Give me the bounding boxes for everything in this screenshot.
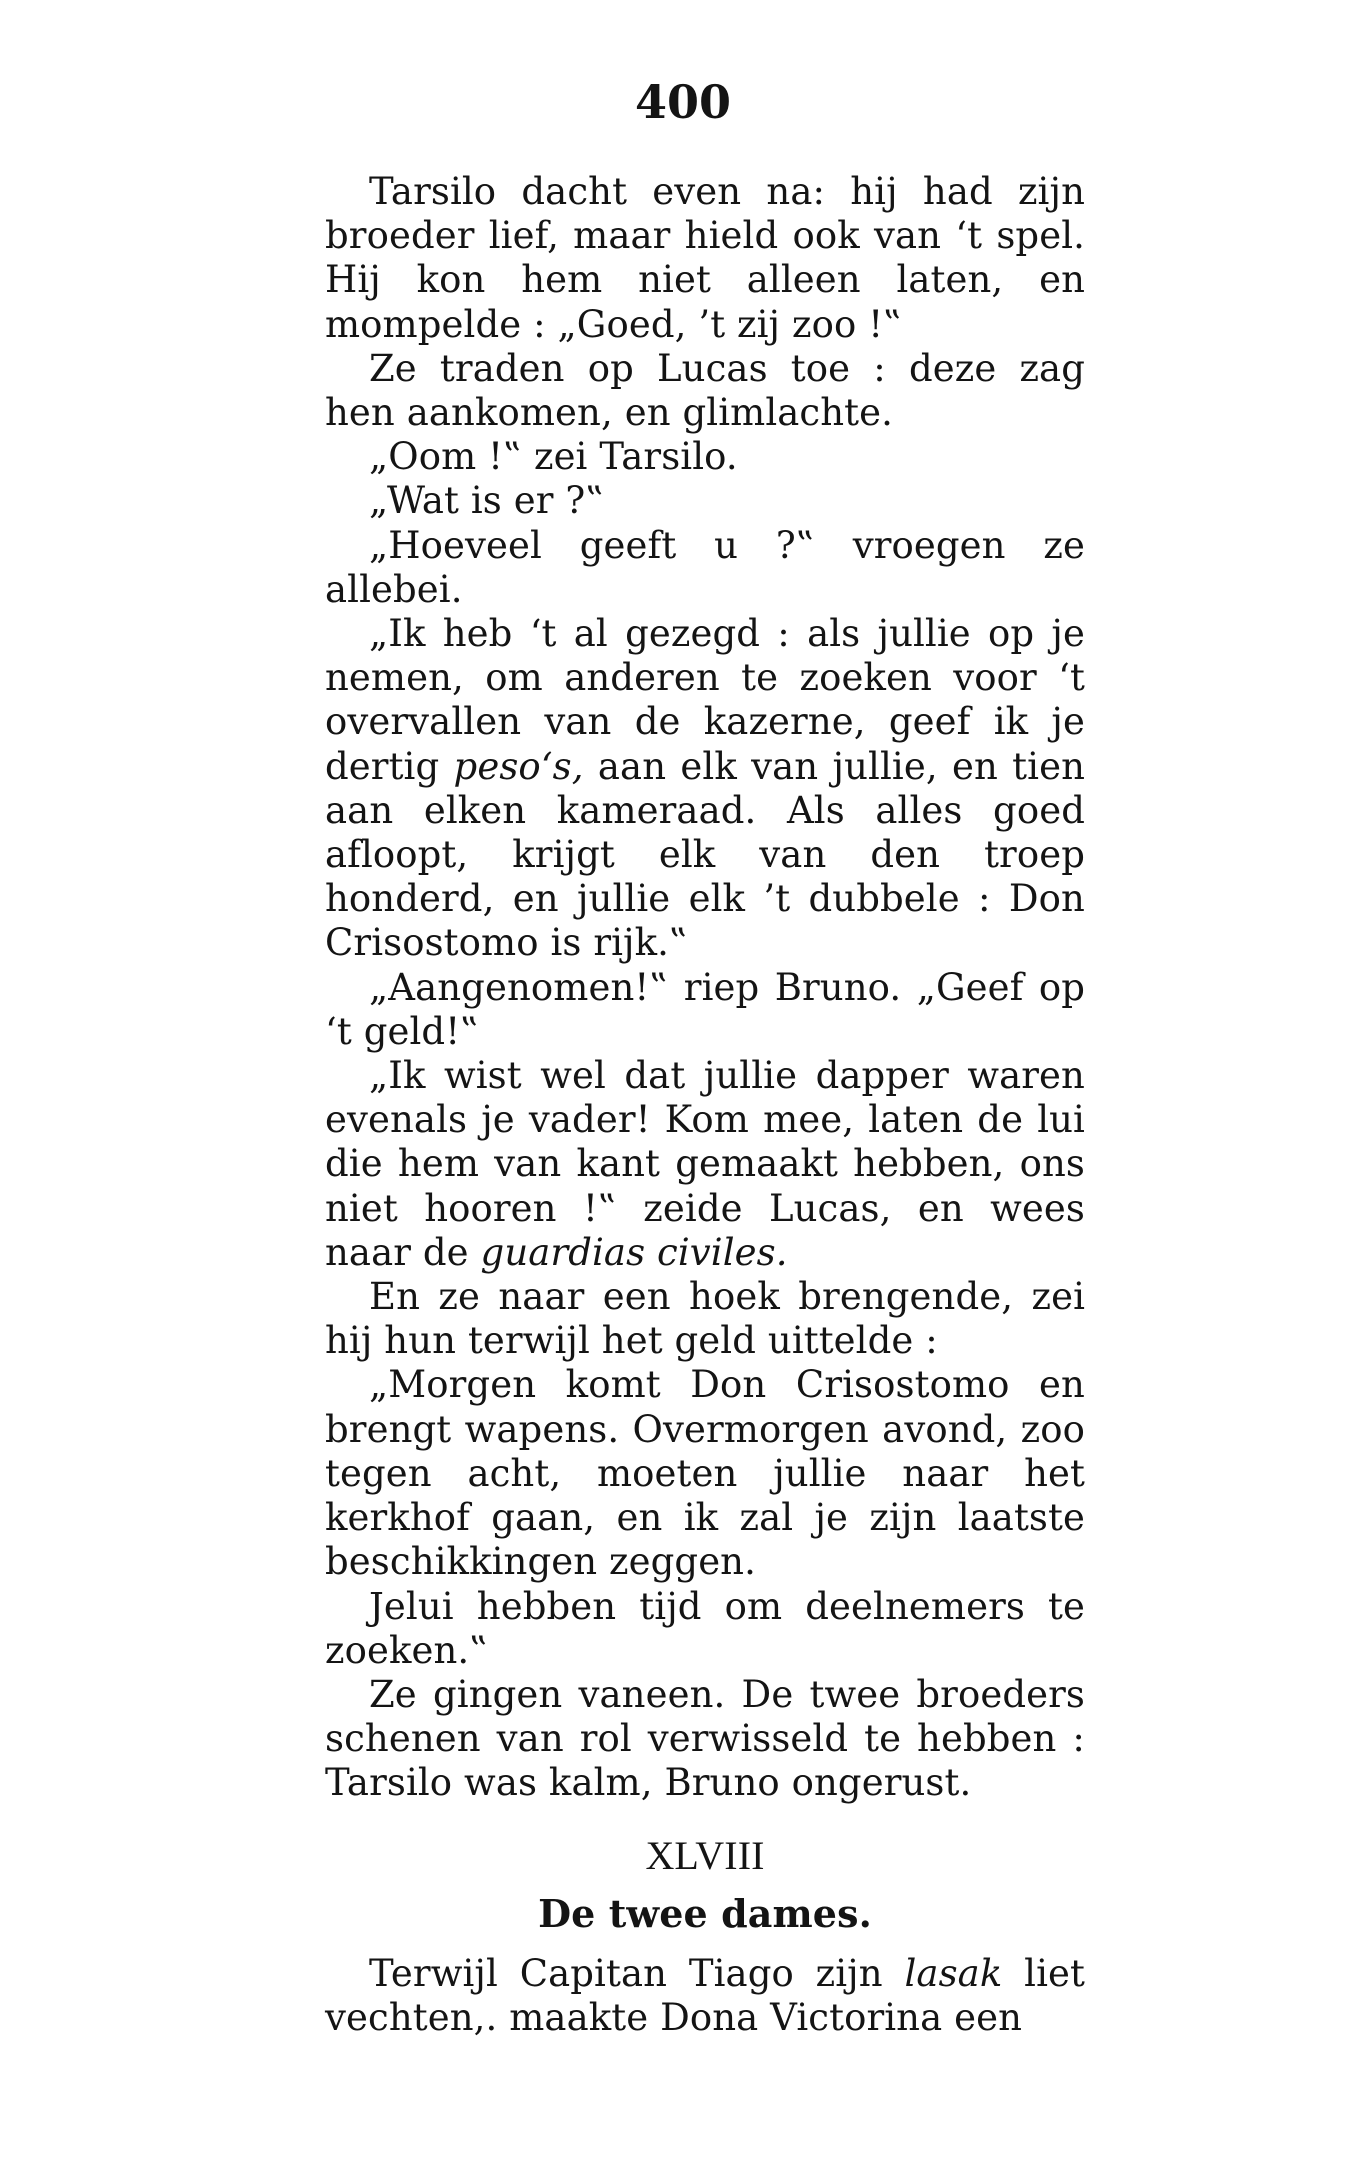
paragraph: Tarsilo dacht even na: hij had zijn broeder lief, maar hield ook van ‘t spel. Hij kon hem niet alleen laten, en mompelde : „Goed, ’t zij zoo !‟ (325, 170, 1085, 346)
paragraph (325, 612, 1085, 966)
paragraph (325, 1952, 1085, 2040)
paragraph: „Hoeveel geeft u ?‟ vroegen ze allebei. (325, 523, 1085, 611)
italic-term: peso‘s, (453, 744, 584, 788)
chapter-number: XLVIII (645, 1832, 765, 1878)
page-number: 400 (634, 75, 732, 129)
text-column (325, 170, 1085, 2040)
paragraph: „Wat is er ?‟ (369, 479, 605, 523)
paragraph: „Aangenomen!‟ riep Bruno. „Geef op ‘t geld!‟ (325, 965, 1085, 1053)
italic-term: lasak (904, 1951, 1003, 1995)
chapter-title: De twee dames. (538, 1890, 872, 1936)
paragraph-text: „Ik heb ‘t al gezegd : als jullie op je nemen, om anderen te zoeken voor ‘t overvallen van de kazerne, geef ik je dertig (325, 612, 1085, 788)
paragraph: Ze traden op Lucas toe : deze zag hen aankomen, en glimlachte. (325, 346, 1085, 435)
paragraph: „Oom !‟ zei Tarsilo. (369, 435, 738, 479)
paragraph-text: liet vechten,. maakte Dona Victorina een (325, 1951, 1085, 2039)
paragraph: Jelui hebben tijd om deelnemers te zoeken.‟ (325, 1584, 1085, 1672)
italic-term: guardias civiles. (480, 1230, 788, 1274)
paragraph: Ze gingen vaneen. De twee broeders schenen van rol verwisseld te hebben : Tarsilo was kalm, Bruno ongerust. (325, 1672, 1085, 1805)
paragraph: En ze naar een hoek brengende, zei hij hun terwijl het geld uittelde : (325, 1275, 1085, 1363)
paragraph: „Morgen komt Don Crisostomo en brengt wapens. Overmorgen avond, zoo tegen acht, moeten jullie naar het kerkhof gaan, en ik zal je zijn laatste beschikkingen zeggen. (325, 1363, 1085, 1584)
paragraph (325, 1054, 1085, 1275)
paragraph-text: „Ik wist wel dat jullie dapper waren evenals je vader! Kom mee, laten de lui die hem van kant gemaakt hebben, ons niet hooren !‟ zeide Lucas, en wees naar de (325, 1054, 1085, 1274)
paragraph-text: aan elk van jullie, en tien aan elken kameraad. Als alles goed afloopt, krijgt elk van den troep honderd, en jullie elk ’t dubbele : Don Crisostomo is rijk.‟ (325, 744, 1085, 965)
paragraph-text: Terwijl Capitan Tiago zijn (369, 1951, 905, 1995)
